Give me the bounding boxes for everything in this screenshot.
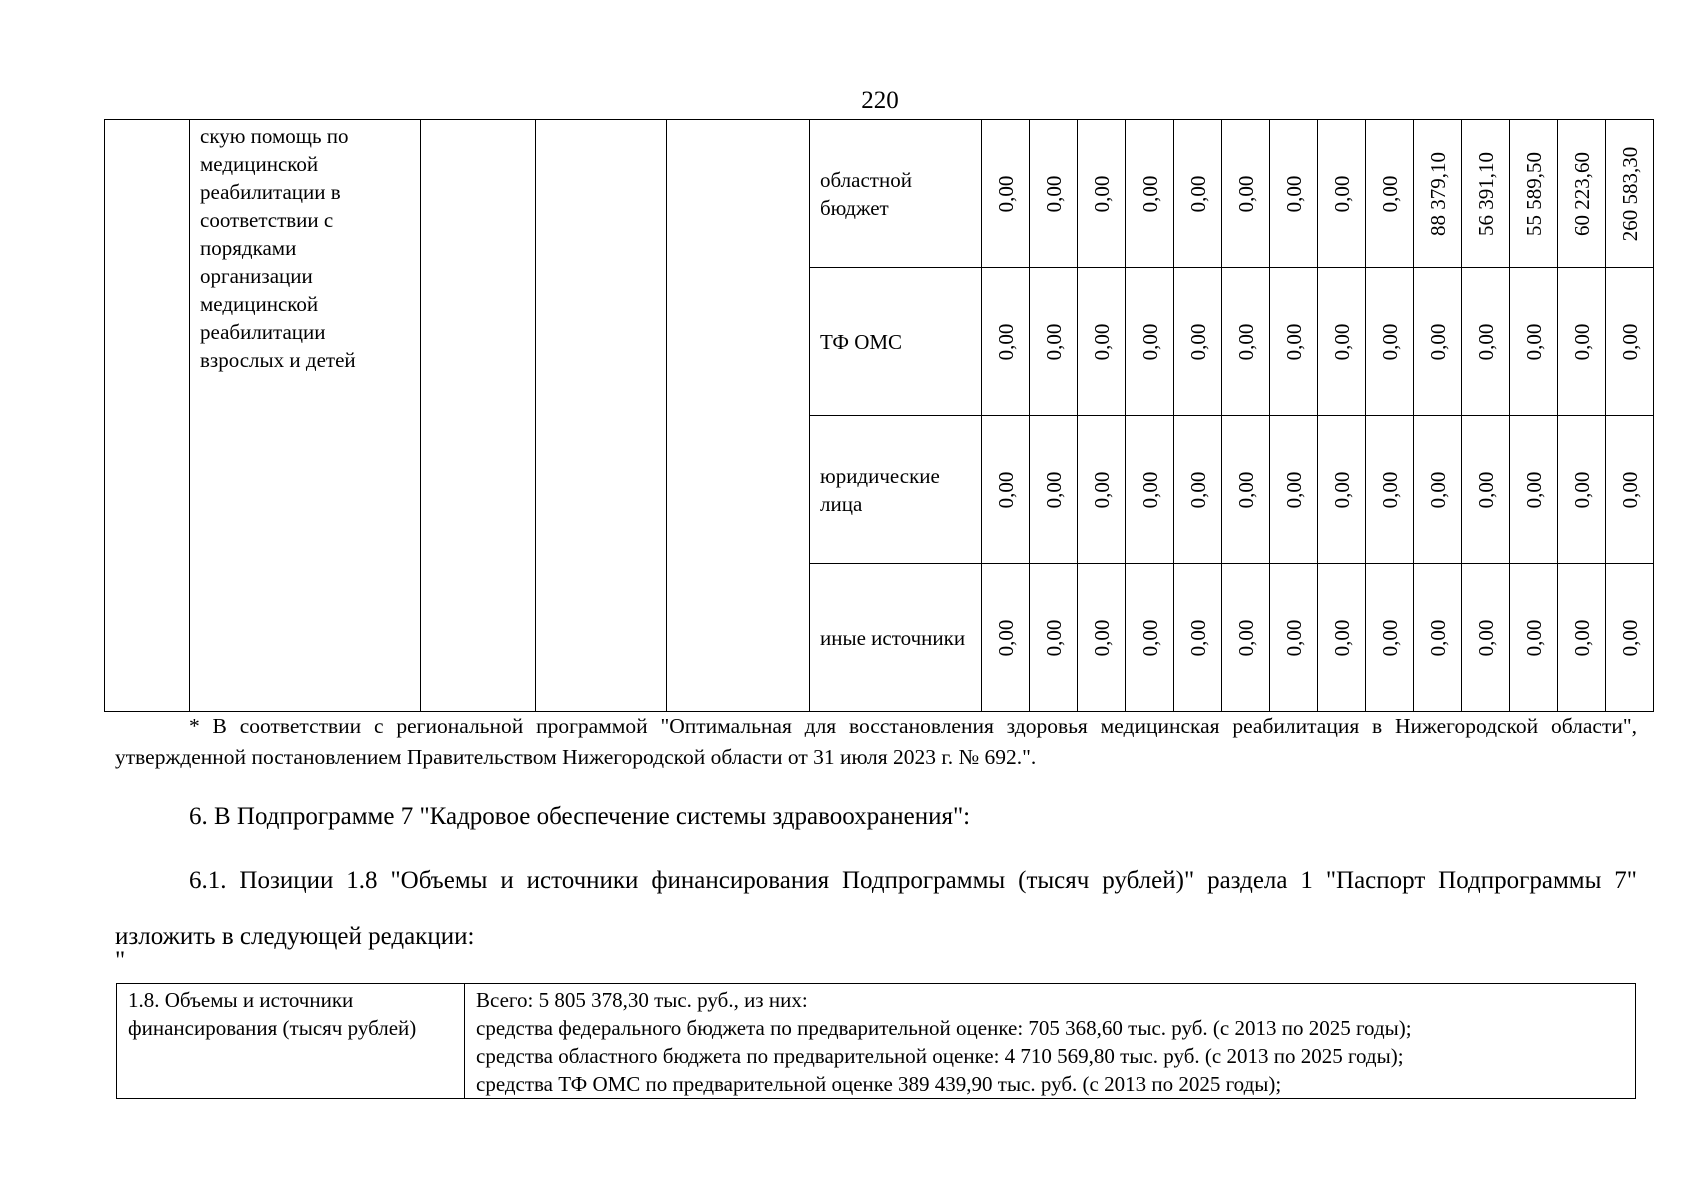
passport-line: средства федерального бюджета по предварительной оценке: 705 368,60 тыс. руб. (с 2013 по 2025 годы);: [476, 1016, 1412, 1040]
value-cell: [1030, 564, 1078, 712]
value-cell: [1030, 268, 1078, 416]
passport-row: [117, 984, 1636, 1099]
funding-source: иные источники: [810, 564, 982, 712]
empty-cell: [667, 120, 810, 712]
value-cell: [1318, 268, 1366, 416]
empty-cell: [421, 120, 536, 712]
value-text: 0,00: [1137, 471, 1162, 508]
value-cell: [1462, 416, 1510, 564]
funding-source: областной бюджет: [810, 120, 982, 268]
value-text: 0,00: [1089, 619, 1114, 656]
value-cell: [1318, 564, 1366, 712]
value-cell: [1510, 564, 1558, 712]
value-cell: [1270, 268, 1318, 416]
value-cell: [1558, 268, 1606, 416]
value-cell: [1174, 416, 1222, 564]
value-text: 0,00: [1089, 471, 1114, 508]
value-cell: [1078, 268, 1126, 416]
value-cell: [1366, 120, 1414, 268]
financing-table: [104, 119, 1654, 712]
value-cell: [1462, 268, 1510, 416]
passport-line: Всего: 5 805 378,30 тыс. руб., из них:: [476, 988, 808, 1012]
value-text: 0,00: [1377, 471, 1402, 508]
value-cell: [1126, 564, 1174, 712]
value-text: 0,00: [1617, 323, 1642, 360]
value-text: 0,00: [993, 175, 1018, 212]
value-text: 0,00: [1137, 323, 1162, 360]
value-text: 0,00: [1185, 619, 1210, 656]
value-cell: [1462, 120, 1510, 268]
value-cell: [982, 416, 1030, 564]
paragraph-6-1: 6.1. Позиции 1.8 "Объемы и источники финансирования Подпрограммы (тысяч рублей)" раздела 1 "Паспорт Подпрограммы 7" изложить в следующей редакции:: [115, 867, 1637, 950]
passport-label: 1.8. Объемы и источники финансирования (тысяч рублей): [117, 984, 465, 1099]
value-text: 0,00: [1569, 471, 1594, 508]
passport-line: средства ТФ ОМС по предварительной оценке 389 439,90 тыс. руб. (с 2013 по 2025 годы);: [476, 1072, 1282, 1096]
footnote: * В соответствии с региональной программой "Оптимальная для восстановления здоровья медицинская реабилитация в Нижегородской области", утвержденной постановлением Правительством Нижегородской области от 31 июля 2023 г. № 692.".: [115, 714, 1637, 769]
value-text: 0,00: [1281, 175, 1306, 212]
value-cell: [1030, 120, 1078, 268]
value-text: 0,00: [1041, 619, 1066, 656]
value-text: 0,00: [1473, 619, 1498, 656]
value-text: 55 589,50: [1521, 151, 1546, 236]
value-cell: [1270, 564, 1318, 712]
value-text: 0,00: [1473, 471, 1498, 508]
passport-content: [465, 984, 1636, 1099]
value-text: 0,00: [1233, 323, 1258, 360]
value-cell: [1366, 416, 1414, 564]
value-cell: [982, 268, 1030, 416]
value-cell: [1462, 564, 1510, 712]
value-cell: [1078, 120, 1126, 268]
paragraph-6: 6. В Подпрограмме 7 "Кадровое обеспечение системы здравоохранения":: [189, 803, 971, 830]
value-text: 0,00: [1569, 323, 1594, 360]
value-text: 0,00: [1425, 619, 1450, 656]
value-cell: [1414, 564, 1462, 712]
value-cell: [1270, 416, 1318, 564]
value-text: 56 391,10: [1473, 151, 1498, 236]
value-text: 0,00: [1281, 471, 1306, 508]
value-text: 0,00: [1089, 175, 1114, 212]
page-number: 220: [861, 87, 899, 114]
value-cell: [982, 564, 1030, 712]
value-cell: [982, 120, 1030, 268]
value-text: 0,00: [1233, 619, 1258, 656]
value-cell: [1174, 268, 1222, 416]
value-text: 0,00: [1617, 619, 1642, 656]
opening-quote: ": [115, 947, 126, 974]
value-text: 0,00: [1425, 323, 1450, 360]
value-text: 0,00: [1425, 471, 1450, 508]
value-text: 0,00: [1617, 471, 1642, 508]
value-cell: [1126, 268, 1174, 416]
value-text: 0,00: [1089, 323, 1114, 360]
value-text: 60 223,60: [1569, 151, 1594, 236]
value-cell: [1606, 416, 1654, 564]
value-text: 0,00: [1041, 471, 1066, 508]
value-text: 0,00: [1041, 323, 1066, 360]
table-row: [105, 120, 1654, 268]
value-cell: [1174, 120, 1222, 268]
value-cell: [1510, 268, 1558, 416]
value-text: 0,00: [1185, 175, 1210, 212]
value-text: 0,00: [1329, 471, 1354, 508]
value-text: 0,00: [1329, 619, 1354, 656]
value-cell: [1222, 268, 1270, 416]
value-cell: [1078, 416, 1126, 564]
value-cell: [1126, 120, 1174, 268]
value-text: 0,00: [1233, 175, 1258, 212]
value-text: 0,00: [1137, 175, 1162, 212]
value-text: 88 379,10: [1425, 151, 1450, 236]
value-text: 0,00: [993, 471, 1018, 508]
value-cell: [1270, 120, 1318, 268]
empty-cell: [105, 120, 190, 712]
value-cell: [1174, 564, 1222, 712]
value-cell: [1558, 120, 1606, 268]
value-cell: [1414, 416, 1462, 564]
value-cell: [1510, 416, 1558, 564]
value-text: 0,00: [1521, 471, 1546, 508]
empty-cell: [536, 120, 667, 712]
value-text: 0,00: [1281, 619, 1306, 656]
value-text: 0,00: [993, 619, 1018, 656]
value-text: 0,00: [1569, 619, 1594, 656]
value-cell: [1318, 120, 1366, 268]
value-text: 0,00: [1377, 175, 1402, 212]
value-text: 0,00: [1185, 323, 1210, 360]
passport-table: [116, 983, 1636, 1099]
value-cell: [1414, 268, 1462, 416]
value-text: 0,00: [993, 323, 1018, 360]
value-cell: [1126, 416, 1174, 564]
measure-description: скую помощь по медицинской реабилитации в соответствии с порядками организации медицинской реабилитации взрослых и детей: [190, 120, 421, 712]
value-cell: [1558, 416, 1606, 564]
value-text: 0,00: [1521, 323, 1546, 360]
value-text: 0,00: [1377, 619, 1402, 656]
funding-source: ТФ ОМС: [810, 268, 982, 416]
value-text: 0,00: [1137, 619, 1162, 656]
passport-line: средства областного бюджета по предварительной оценке: 4 710 569,80 тыс. руб. (с 2013 по 2025 годы);: [476, 1044, 1404, 1068]
value-text: 0,00: [1521, 619, 1546, 656]
value-cell: [1030, 416, 1078, 564]
value-text: 0,00: [1041, 175, 1066, 212]
value-cell: [1318, 416, 1366, 564]
value-cell: [1366, 564, 1414, 712]
value-text: 0,00: [1233, 471, 1258, 508]
value-cell: [1222, 120, 1270, 268]
value-cell: [1606, 120, 1654, 268]
value-cell: [1606, 268, 1654, 416]
value-text: 0,00: [1329, 323, 1354, 360]
value-text: 0,00: [1377, 323, 1402, 360]
value-cell: [1510, 120, 1558, 268]
value-cell: [1222, 564, 1270, 712]
funding-source: юридические лица: [810, 416, 982, 564]
value-cell: [1606, 564, 1654, 712]
value-cell: [1414, 120, 1462, 268]
value-cell: [1078, 564, 1126, 712]
value-text: 0,00: [1281, 323, 1306, 360]
value-cell: [1558, 564, 1606, 712]
value-text: 0,00: [1329, 175, 1354, 212]
value-text: 0,00: [1185, 471, 1210, 508]
value-cell: [1222, 416, 1270, 564]
value-text: 260 583,30: [1617, 146, 1642, 241]
value-cell: [1366, 268, 1414, 416]
value-text: 0,00: [1473, 323, 1498, 360]
